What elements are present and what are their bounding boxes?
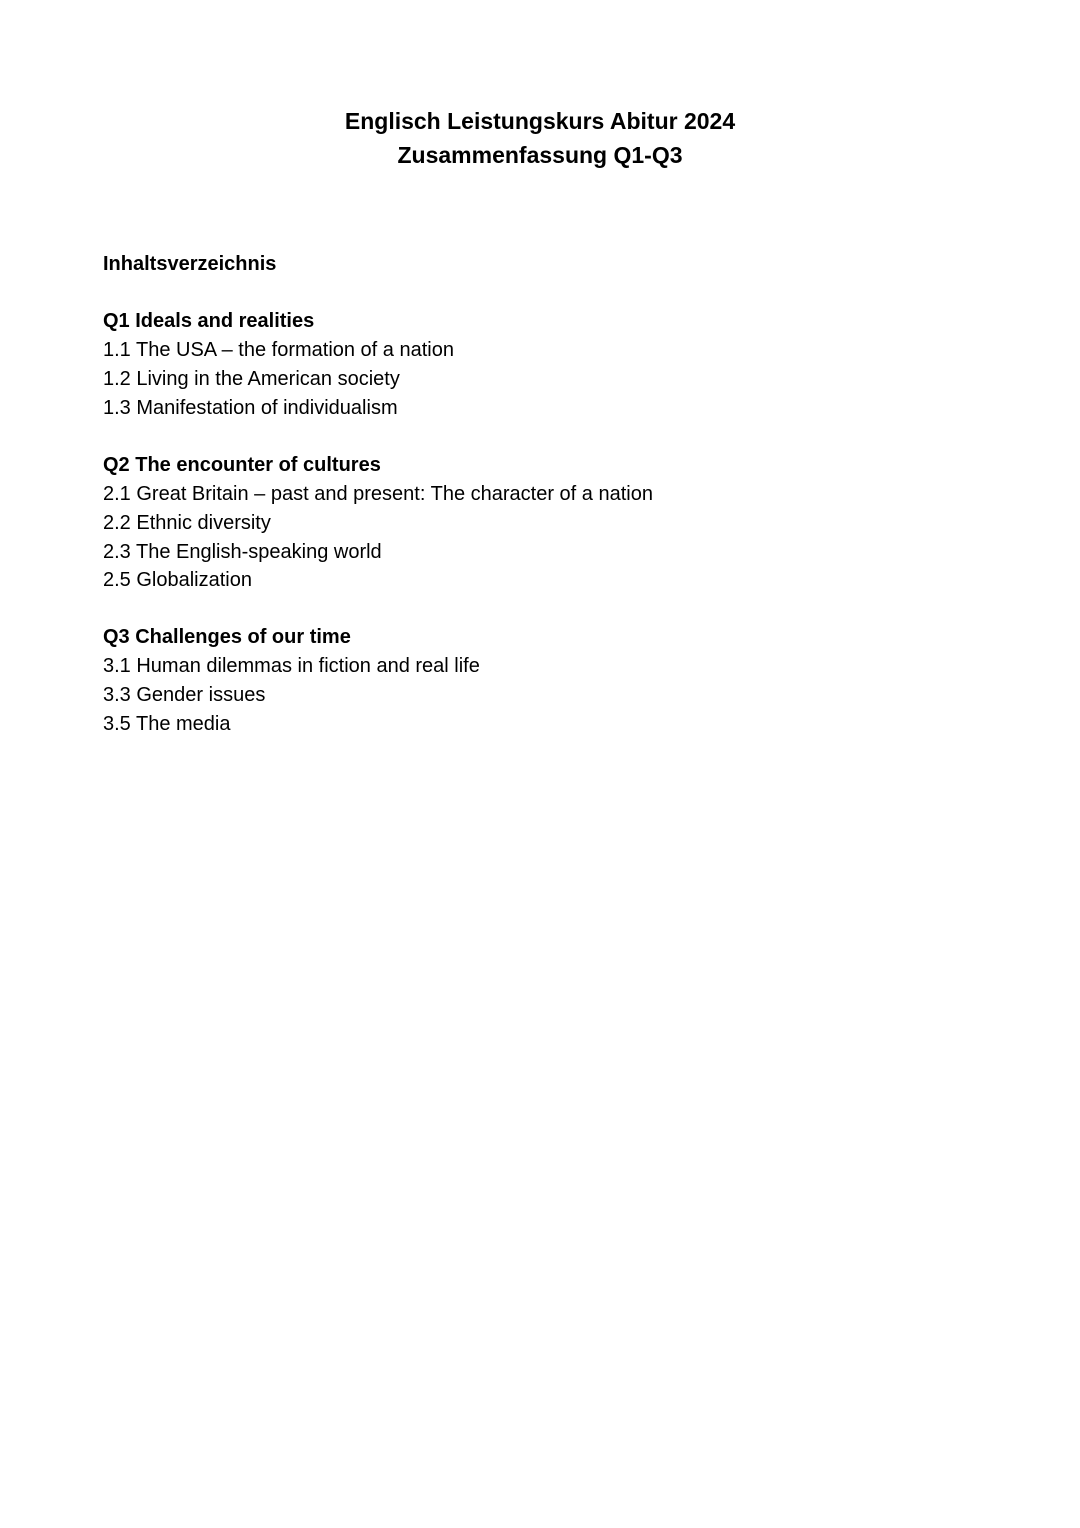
section-heading: Q1 Ideals and realities — [103, 310, 315, 332]
toc-item: 3.5 The media — [103, 713, 231, 735]
toc-item: 2.5 Globalization — [103, 569, 252, 591]
section-heading: Q3 Challenges of our time — [103, 626, 351, 648]
toc-item: 1.3 Manifestation of individualism — [103, 397, 398, 419]
toc-item: 1.2 Living in the American society — [103, 368, 400, 390]
toc-item: 3.3 Gender issues — [103, 684, 266, 706]
toc-item: 2.1 Great Britain – past and present: The character of a nation — [103, 483, 653, 505]
toc-heading: Inhaltsverzeichnis — [103, 253, 277, 275]
toc-item: 1.1 The USA – the formation of a nation — [103, 339, 454, 361]
document-title: Englisch Leistungskurs Abitur 2024 — [344, 108, 736, 134]
section-heading: Q2 The encounter of cultures — [103, 454, 381, 476]
toc-item: 2.2 Ethnic diversity — [103, 512, 271, 534]
toc-item: 3.1 Human dilemmas in fiction and real life — [103, 655, 480, 677]
toc-item: 2.3 The English-speaking world — [103, 541, 382, 563]
document-subtitle: Zusammenfassung Q1-Q3 — [397, 142, 683, 168]
